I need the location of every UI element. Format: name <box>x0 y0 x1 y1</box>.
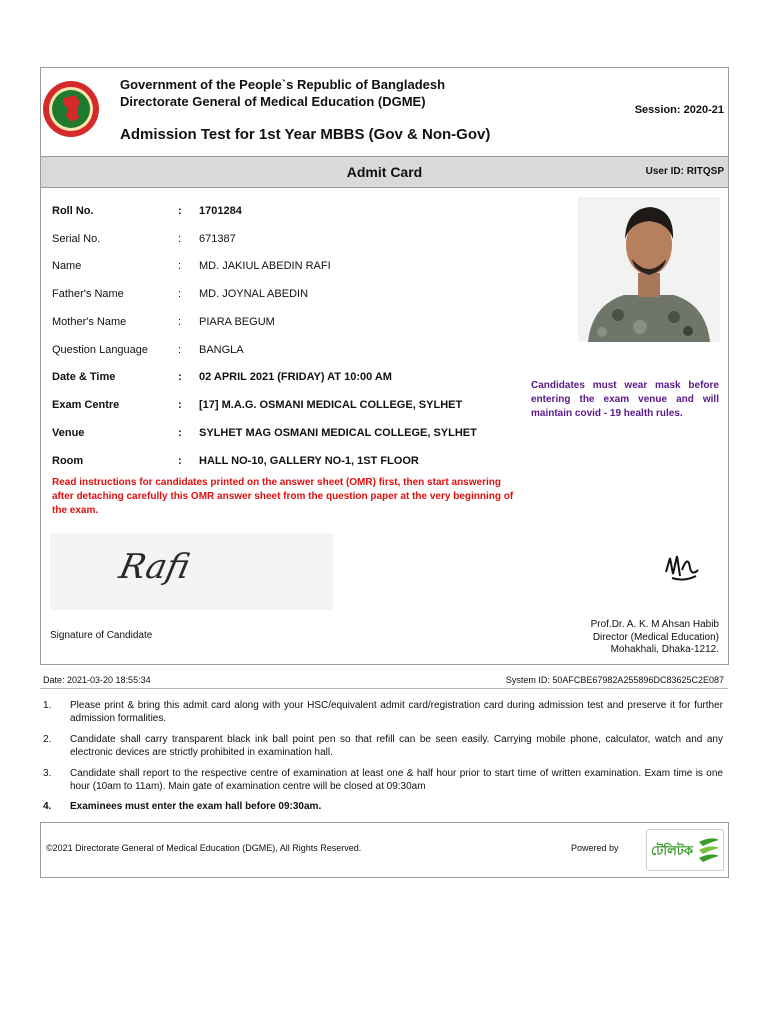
detail-label: Room <box>52 455 84 467</box>
detail-value: BANGLA <box>199 344 244 356</box>
meta-divider <box>40 688 728 689</box>
detail-label: Roll No. <box>52 205 94 217</box>
detail-colon: : <box>178 427 182 439</box>
mask-notice: Candidates must wear mask before entering the exam venue and will maintain covid - 19 health rules. <box>531 380 719 419</box>
candidate-signature: Rafi <box>115 547 194 587</box>
detail-label: Question Language <box>52 344 149 356</box>
instruction-text: Examinees must enter the exam hall before 09:30am. <box>70 801 322 812</box>
instruction-text: Candidate shall report to the respective centre of examination at least one & half hour prior to start time of written examination. Exam time is one hour (10am to 11am). Main gate of examination centre will be closed at 09:30am <box>70 768 723 792</box>
instruction-item <box>43 767 723 797</box>
detail-value: MD. JAKIUL ABEDIN RAFI <box>199 260 331 272</box>
detail-colon: : <box>178 288 182 300</box>
teletalk-leaf-icon <box>697 834 721 866</box>
signature-label: Signature of Candidate <box>50 630 153 641</box>
detail-value: SYLHET MAG OSMANI MEDICAL COLLEGE, SYLHET <box>199 427 477 439</box>
instruction-number: 1. <box>43 700 52 711</box>
gov-line: Government of the People`s Republic of Bangladesh <box>120 77 446 92</box>
detail-colon: : <box>178 205 182 217</box>
instruction-number: 3. <box>43 768 52 779</box>
detail-value: [17] M.A.G. OSMANI MEDICAL COLLEGE, SYLHET <box>199 399 463 411</box>
detail-colon: : <box>178 399 182 411</box>
candidate-photo <box>578 197 720 342</box>
detail-colon: : <box>178 233 182 245</box>
detail-colon: : <box>178 316 182 328</box>
instruction-item <box>43 733 723 763</box>
instruction-number: 2. <box>43 734 52 745</box>
detail-value: PIARA BEGUM <box>199 316 275 328</box>
detail-value: HALL NO-10, GALLERY NO-1, 1ST FLOOR <box>199 455 419 467</box>
instruction-item <box>43 699 723 729</box>
director-name: Prof.Dr. A. K. M Ahsan Habib <box>590 619 719 630</box>
admit-card-titlebar <box>40 156 729 188</box>
detail-value: 1701284 <box>199 205 242 217</box>
session-label: Session: 2020-21 <box>634 104 724 116</box>
instruction-number: 4. <box>43 801 52 812</box>
instruction-text: Please print & bring this admit card along with your HSC/equivalent admit card/registration card during admission test and preserve it for further admission formalities. <box>70 700 723 724</box>
detail-value: 671387 <box>199 233 236 245</box>
system-id: System ID: 50AFCBE67982A255896DC83625C2E087 <box>505 675 724 685</box>
detail-value: 02 APRIL 2021 (FRIDAY) AT 10:00 AM <box>199 371 392 383</box>
detail-label: Exam Centre <box>52 399 120 411</box>
teletalk-logo <box>646 829 724 871</box>
director-designation: Director (Medical Education) <box>592 632 719 643</box>
detail-colon: : <box>178 344 182 356</box>
detail-value: MD. JOYNAL ABEDIN <box>199 288 309 300</box>
director-address: Mohakhali, Dhaka-1212. <box>610 644 719 655</box>
user-id: User ID: RITQSP <box>645 166 724 177</box>
director-signature <box>660 546 710 586</box>
detail-colon: : <box>178 455 182 467</box>
government-seal-icon <box>42 80 100 138</box>
exam-title: Admission Test for 1st Year MBBS (Gov & Non-Gov) <box>120 126 491 143</box>
admit-card-title: Admit Card <box>346 164 423 180</box>
teletalk-brand: টেলিটক <box>651 843 693 858</box>
detail-label: Venue <box>52 427 85 439</box>
dgme-line: Directorate General of Medical Education (DGME) <box>120 94 426 109</box>
instruction-text: Candidate shall carry transparent black ink ball point pen so that refill can be seen easily. Carrying mobile phone, calculator, watch and any electronic devices are strictly prohibited in examination hall. <box>70 734 723 758</box>
print-date: Date: 2021-03-20 18:55:34 <box>43 675 151 685</box>
copyright: ©2021 Directorate General of Medical Education (DGME), All Rights Reserved. <box>46 843 362 853</box>
candidate-signature-box <box>50 533 333 610</box>
detail-label: Father's Name <box>52 288 124 300</box>
detail-colon: : <box>178 260 182 272</box>
detail-label: Mother's Name <box>52 316 127 328</box>
detail-label: Serial No. <box>52 233 101 245</box>
powered-by: Powered by <box>571 843 619 853</box>
detail-label: Date & Time <box>52 371 116 383</box>
omr-instruction: Read instructions for candidates printed on the answer sheet (OMR) first, then start answering after detaching carefully this OMR answer sheet from the question paper at the very beginning of the exam. <box>52 477 514 516</box>
detail-colon: : <box>178 371 182 383</box>
detail-label: Name <box>52 260 82 272</box>
